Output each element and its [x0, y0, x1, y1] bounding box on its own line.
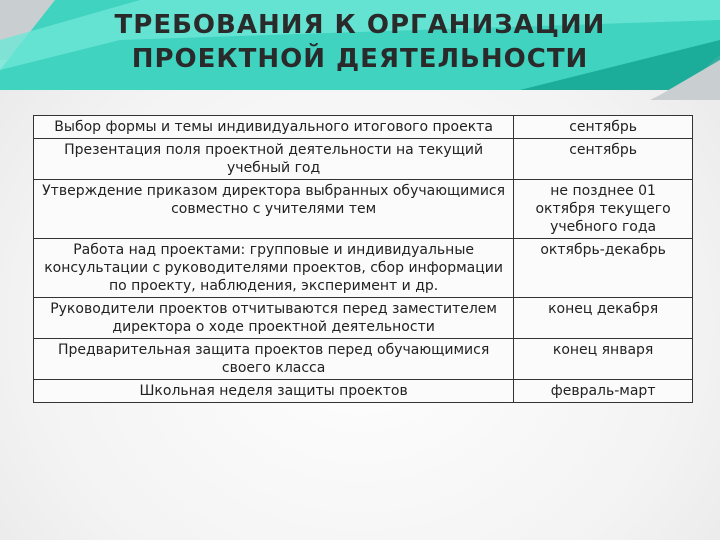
table-row	[34, 380, 693, 403]
task-cell: Утверждение приказом директора выбранных обучающимися совместно с учителями тем	[34, 180, 514, 239]
date-cell: сентябрь	[514, 139, 693, 180]
title-line-1: ТРЕБОВАНИЯ К ОРГАНИЗАЦИИ	[114, 10, 606, 40]
title-line-2: ПРОЕКТНОЙ ДЕЯТЕЛЬНОСТИ	[131, 44, 589, 74]
table-row	[34, 139, 693, 180]
table-row	[34, 339, 693, 380]
schedule-table-wrapper	[33, 115, 693, 403]
table-row	[34, 180, 693, 239]
schedule-table	[33, 115, 693, 403]
slide-title	[0, 8, 720, 76]
task-cell: Презентация поля проектной деятельности на текущий учебный год	[34, 139, 514, 180]
date-cell: не позднее 01 октября текущего учебного года	[514, 180, 693, 239]
date-cell: конец января	[514, 339, 693, 380]
task-cell: Выбор формы и темы индивидуального итогового проекта	[34, 116, 514, 139]
task-cell: Предварительная защита проектов перед обучающимися своего класса	[34, 339, 514, 380]
date-cell: конец декабря	[514, 298, 693, 339]
table-row	[34, 116, 693, 139]
task-cell: Школьная неделя защиты проектов	[34, 380, 514, 403]
task-cell: Работа над проектами: групповые и индивидуальные консультации с руководителями проектов, сбор информации по проекту, наблюдения, эксперимент и др.	[34, 239, 514, 298]
table-row	[34, 298, 693, 339]
date-cell: октябрь-декабрь	[514, 239, 693, 298]
task-cell: Руководители проектов отчитываются перед заместителем директора о ходе проектной деятельности	[34, 298, 514, 339]
date-cell: сентябрь	[514, 116, 693, 139]
date-cell: февраль-март	[514, 380, 693, 403]
table-row	[34, 239, 693, 298]
